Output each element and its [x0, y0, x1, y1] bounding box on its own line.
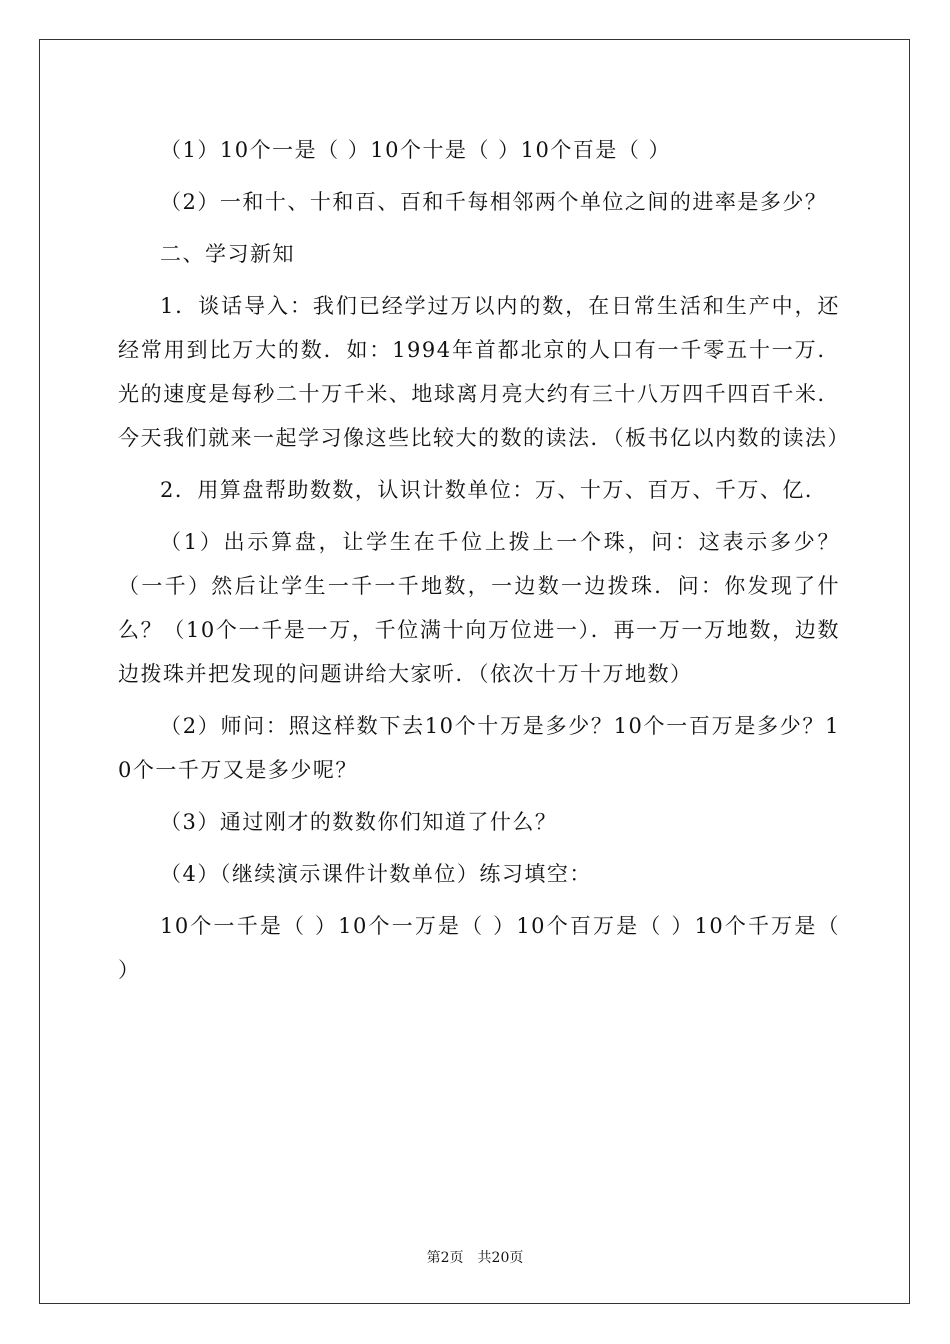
document-body — [118, 128, 850, 1000]
paragraph-fill-blank-1: （1）10个一是（ ）10个十是（ ）10个百是（ ） — [160, 138, 672, 162]
page-number-footer: 第2页 共20页 — [426, 1250, 524, 1266]
section-heading-learn-new: 二、学习新知 — [160, 242, 295, 266]
paragraph-abacus-counting: 2．用算盘帮助数数，认识计数单位：万、十万、百万、千万、亿． — [160, 478, 828, 502]
paragraph-abacus-demo: （1）出示算盘，让学生在千位上拨上一个珠，问：这表示多少？（一千）然后让学生一千一千地数，一边数一边拨珠．问：你发现了什么？（10个一千是一万，千位满十向万位进一）．再一万一万地数，边数边拨珠并把发现的问题讲给大家听．（依次十万十万地数） — [118, 530, 840, 686]
paragraph-intro-talk: 1．谈话导入：我们已经学过万以内的数，在日常生活和生产中，还经常用到比万大的数．如：1994年首都北京的人口有一千零五十一万．光的速度是每秒二十万千米、地球离月亮大约有三十八万四千四百千米．今天我们就来一起学习像这些比较大的数的读法．（板书亿以内数的读法） — [118, 294, 850, 450]
paragraph-fill-practice: （4）（继续演示课件计数单位）练习填空： — [160, 862, 592, 886]
paragraph-fill-blank-2: 10个一千是（ ）10个一万是（ ）10个百万是（ ）10个千万是（ ） — [118, 914, 840, 982]
paragraph-question-rate: （2）一和十、十和百、百和千每相邻两个单位之间的进率是多少？ — [160, 190, 828, 214]
paragraph-what-learned: （3）通过刚才的数数你们知道了什么？ — [160, 810, 558, 834]
paragraph-teacher-question: （2）师问：照这样数下去10个十万是多少？10个一百万是多少？10个一千万又是多少呢？ — [118, 714, 840, 782]
